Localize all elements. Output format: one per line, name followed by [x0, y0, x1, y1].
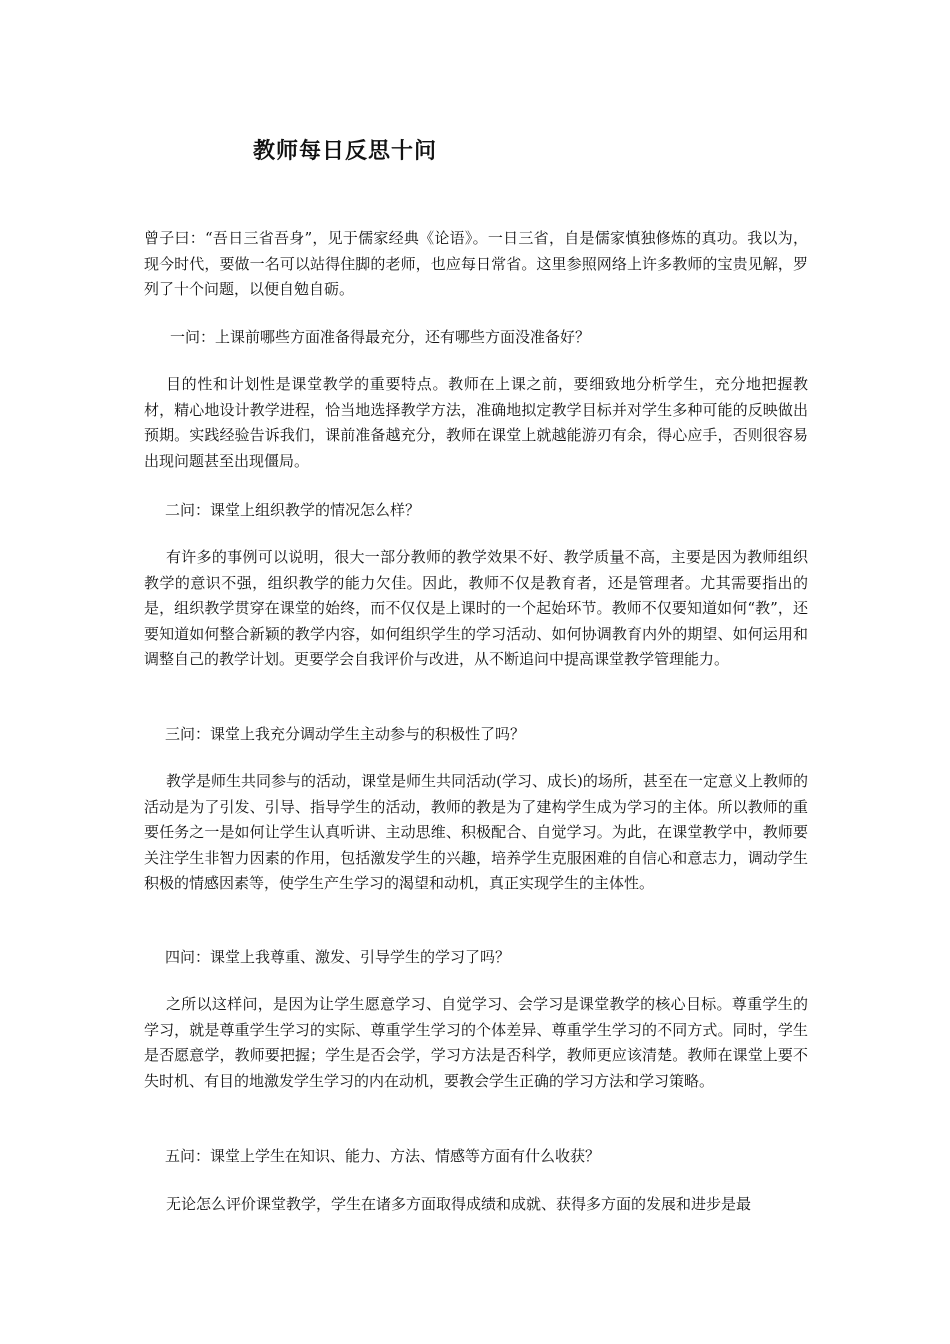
answer-2: 有许多的事例可以说明，很大一部分教师的教学效果不好、教学质量不高，主要是因为教师组织教学的意识不强，组织教学的能力欠佳。因此，教师不仅是教育者，还是管理者。尤其需要指出的是，组织教学贯穿在课堂的始终，而不仅仅是上课时的一个起始环节。教师不仅要知道如何“教”，还要知道如何整合新颖的教学内容，如何组织学生的学习活动、如何协调教育内外的期望、如何运用和调整自己的教学计划。更要学会自我评价与改进，从不断追问中提高课堂教学管理能力。: [144, 548, 808, 668]
answer-3: 教学是师生共同参与的活动，课堂是师生共同活动(学习、成长)的场所，甚至在一定意义上教师的活动是为了引发、引导、指导学生的活动，教师的教是为了建构学生成为学习的主体。所以教师的重要任务之一是如何让学生认真听讲、主动思维、积极配合、自觉学习。为此，在课堂教学中，教师要关注学生非智力因素的作用，包括激发学生的兴趣，培养学生克服困难的自信心和意志力，调动学生积极的情感因素等，使学生产生学习的渴望和动机，真正实现学生的主体性。: [144, 772, 808, 892]
question-2: 二问：课堂上组织教学的情况怎么样？: [165, 501, 421, 519]
intro-paragraph: 曾子曰：“吾日三省吾身”，见于儒家经典《论语》。一日三省，自是儒家慎独修炼的真功。我以为，现今时代，要做一名可以站得住脚的老师，也应每日常省。这里参照网络上许多教师的宝贵见解，罗列了十个问题，以便自勉自砺。: [144, 229, 808, 298]
question-4: 四问：课堂上我尊重、激发、引导学生的学习了吗？: [165, 948, 511, 966]
question-1: 一问：上课前哪些方面准备得最充分，还有哪些方面没准备好？: [170, 328, 591, 346]
question-5: 五问：课堂上学生在知识、能力、方法、情感等方面有什么收获？: [165, 1147, 601, 1165]
answer-1: 目的性和计划性是课堂教学的重要特点。教师在上课之前，要细致地分析学生，充分地把握教材，精心地设计教学进程，恰当地选择教学方法，准确地拟定教学目标并对学生多种可能的反映做出预期。实践经验告诉我们，课前准备越充分，教师在课堂上就越能游刃有余，得心应手，否则很容易出现问题甚至出现僵局。: [144, 375, 808, 470]
answer-4: 之所以这样问，是因为让学生愿意学习、自觉学习、会学习是课堂教学的核心目标。尊重学生的学习，就是尊重学生学习的实际、尊重学生学习的个体差异、尊重学生学习的不同方式。同时，学生是否愿意学，教师要把握；学生是否会学，学习方法是否科学，教师更应该清楚。教师在课堂上要不失时机、有目的地激发学生学习的内在动机，要教会学生正确的学习方法和学习策略。: [144, 995, 808, 1090]
question-3: 三问：课堂上我充分调动学生主动参与的积极性了吗？: [165, 725, 526, 743]
document-title: 教师每日反思十问: [253, 138, 438, 164]
answer-5: 无论怎么评价课堂教学，学生在诸多方面取得成绩和成就、获得多方面的发展和进步是最: [166, 1195, 752, 1213]
